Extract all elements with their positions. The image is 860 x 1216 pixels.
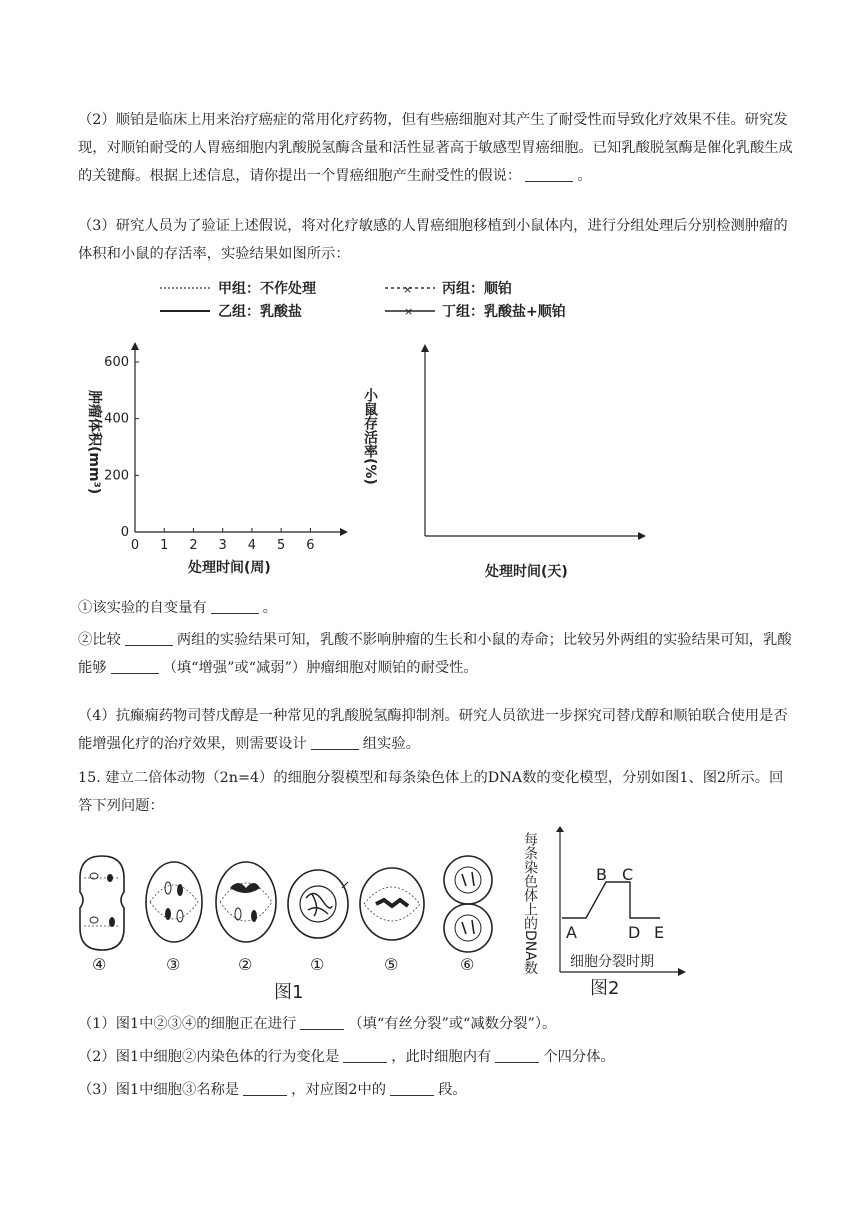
fig2-xlabel: 细胞分裂时期 xyxy=(570,954,654,970)
survival-chart xyxy=(362,344,646,580)
figure-2-caption: 图2 xyxy=(590,978,620,999)
tumor-ytick-label-2: 400 xyxy=(104,411,129,427)
cell-label-5: ⑤ xyxy=(384,955,399,974)
survival-xlabel: 处理时间(天) xyxy=(485,564,568,580)
figure-1-caption: 图1 xyxy=(274,982,304,1003)
legend-jia: 甲组：不作处理 xyxy=(218,281,316,297)
cell-5 xyxy=(360,868,424,940)
point-e: E xyxy=(654,923,665,942)
point-d: D xyxy=(628,923,641,942)
cell-1 xyxy=(288,870,348,938)
tumor-xtick-label-1: 1 xyxy=(160,538,169,553)
legend-ding: 丁组：乳酸盐+顺铂 xyxy=(442,304,566,320)
cell-6 xyxy=(444,856,492,952)
q14-part3: （3）研究人员为了验证上述假说，将对化疗敏感的人胃癌细胞移植到小鼠体内，进行分组处理后分别检测肿瘤的体积和小鼠的存活率，实验结果如图所示： xyxy=(78,218,788,262)
chart-legend xyxy=(160,280,566,320)
point-c: C xyxy=(622,865,634,884)
legend-yi: 乙组：乳酸盐 xyxy=(218,304,302,320)
cell-3 xyxy=(146,862,202,942)
cell-label-6: ⑥ xyxy=(460,955,475,974)
tumor-xlabel: 处理时间(周) xyxy=(188,560,271,576)
q15-stem: 15. 建立二倍体动物（2n=4）的细胞分裂模型和每条染色体上的DNA数的变化模型，分别如图1、图2所示。回答下列问题： xyxy=(78,770,784,814)
cell-4 xyxy=(80,856,124,950)
q15-sub2: （2）图1中细胞②内染色体的行为变化是 ，此时细胞内有 个四分体。 xyxy=(78,1049,615,1065)
q14-part4: （4）抗癫痫药物司替戊醇是一种常见的乳酸脱氢酶抑制剂。研究人员欲进一步探究司替戊醇和顺铂联合使用是否能增强化疗的治疗效果，则需要设计 组实验。 xyxy=(78,708,788,752)
cell-label-4: ④ xyxy=(92,955,107,974)
cell-label-1: ① xyxy=(310,955,325,974)
tumor-ylabel: 肿瘤体积(mm³) xyxy=(86,390,102,495)
tumor-xtick-label-6: 6 xyxy=(306,538,315,553)
point-a: A xyxy=(566,923,577,942)
tumor-xtick-label-4: 4 xyxy=(247,538,257,553)
q15-sub3: （3）图1中细胞③名称是 ，对应图2中的 段。 xyxy=(78,1082,467,1098)
svg-text:×: × xyxy=(404,305,414,318)
figure-2-dna xyxy=(520,826,700,1006)
fig2-ylabel: 每条染色体上的DNA数 xyxy=(522,832,538,975)
q14-part2: （2）顺铂是临床上用来治疗癌症的常用化疗药物，但有些癌细胞对其产生了耐受性而导致化疗效果不佳。研究发现，对顺铂耐受的人胃癌细胞内乳酸脱氢酶含量和活性显著高于敏感型胃癌细胞。已知乳酸脱氢酶是催化乳酸生成的关键酶。根据上述信息，请你提出一个胃癌细胞产生耐受性的假说： 。 xyxy=(78,112,793,184)
q14-sub1: ①该实验的自变量有 。 xyxy=(78,600,277,616)
tumor-xtick-label-3: 3 xyxy=(218,538,227,553)
tumor-ytick-label-0: 0 xyxy=(120,525,129,540)
cell-label-2: ② xyxy=(238,955,253,974)
tumor-xtick-label-2: 2 xyxy=(189,538,198,553)
cell-label-3: ③ xyxy=(166,955,181,974)
tumor-ytick-label-1: 200 xyxy=(104,468,129,484)
legend-bing: 丙组：顺铂 xyxy=(442,281,512,297)
tumor-xtick-label-5: 5 xyxy=(277,538,286,553)
q14-charts xyxy=(70,270,660,590)
q14-sub2: ②比较 两组的实验结果可知，乳酸不影响肿瘤的生长和小鼠的寿命；比较另外两组的实验结果可知，乳酸能够 （填“增强”或“减弱”）肿瘤细胞对顺铂的耐受性。 xyxy=(78,632,792,676)
svg-text:×: × xyxy=(403,283,413,296)
point-b: B xyxy=(596,865,607,884)
cell-2 xyxy=(216,862,276,942)
q15-sub1: （1）图1中②③④的细胞正在进行 （填“有丝分裂”或“减数分裂”）。 xyxy=(78,1016,557,1032)
tumor-xtick-label-0: 0 xyxy=(130,538,140,553)
tumor-ytick-label-3: 600 xyxy=(104,355,129,370)
survival-ylabel: 小鼠存活率(%) xyxy=(362,388,378,485)
tumor-chart xyxy=(86,342,348,576)
figure-1-cells xyxy=(70,848,510,1008)
